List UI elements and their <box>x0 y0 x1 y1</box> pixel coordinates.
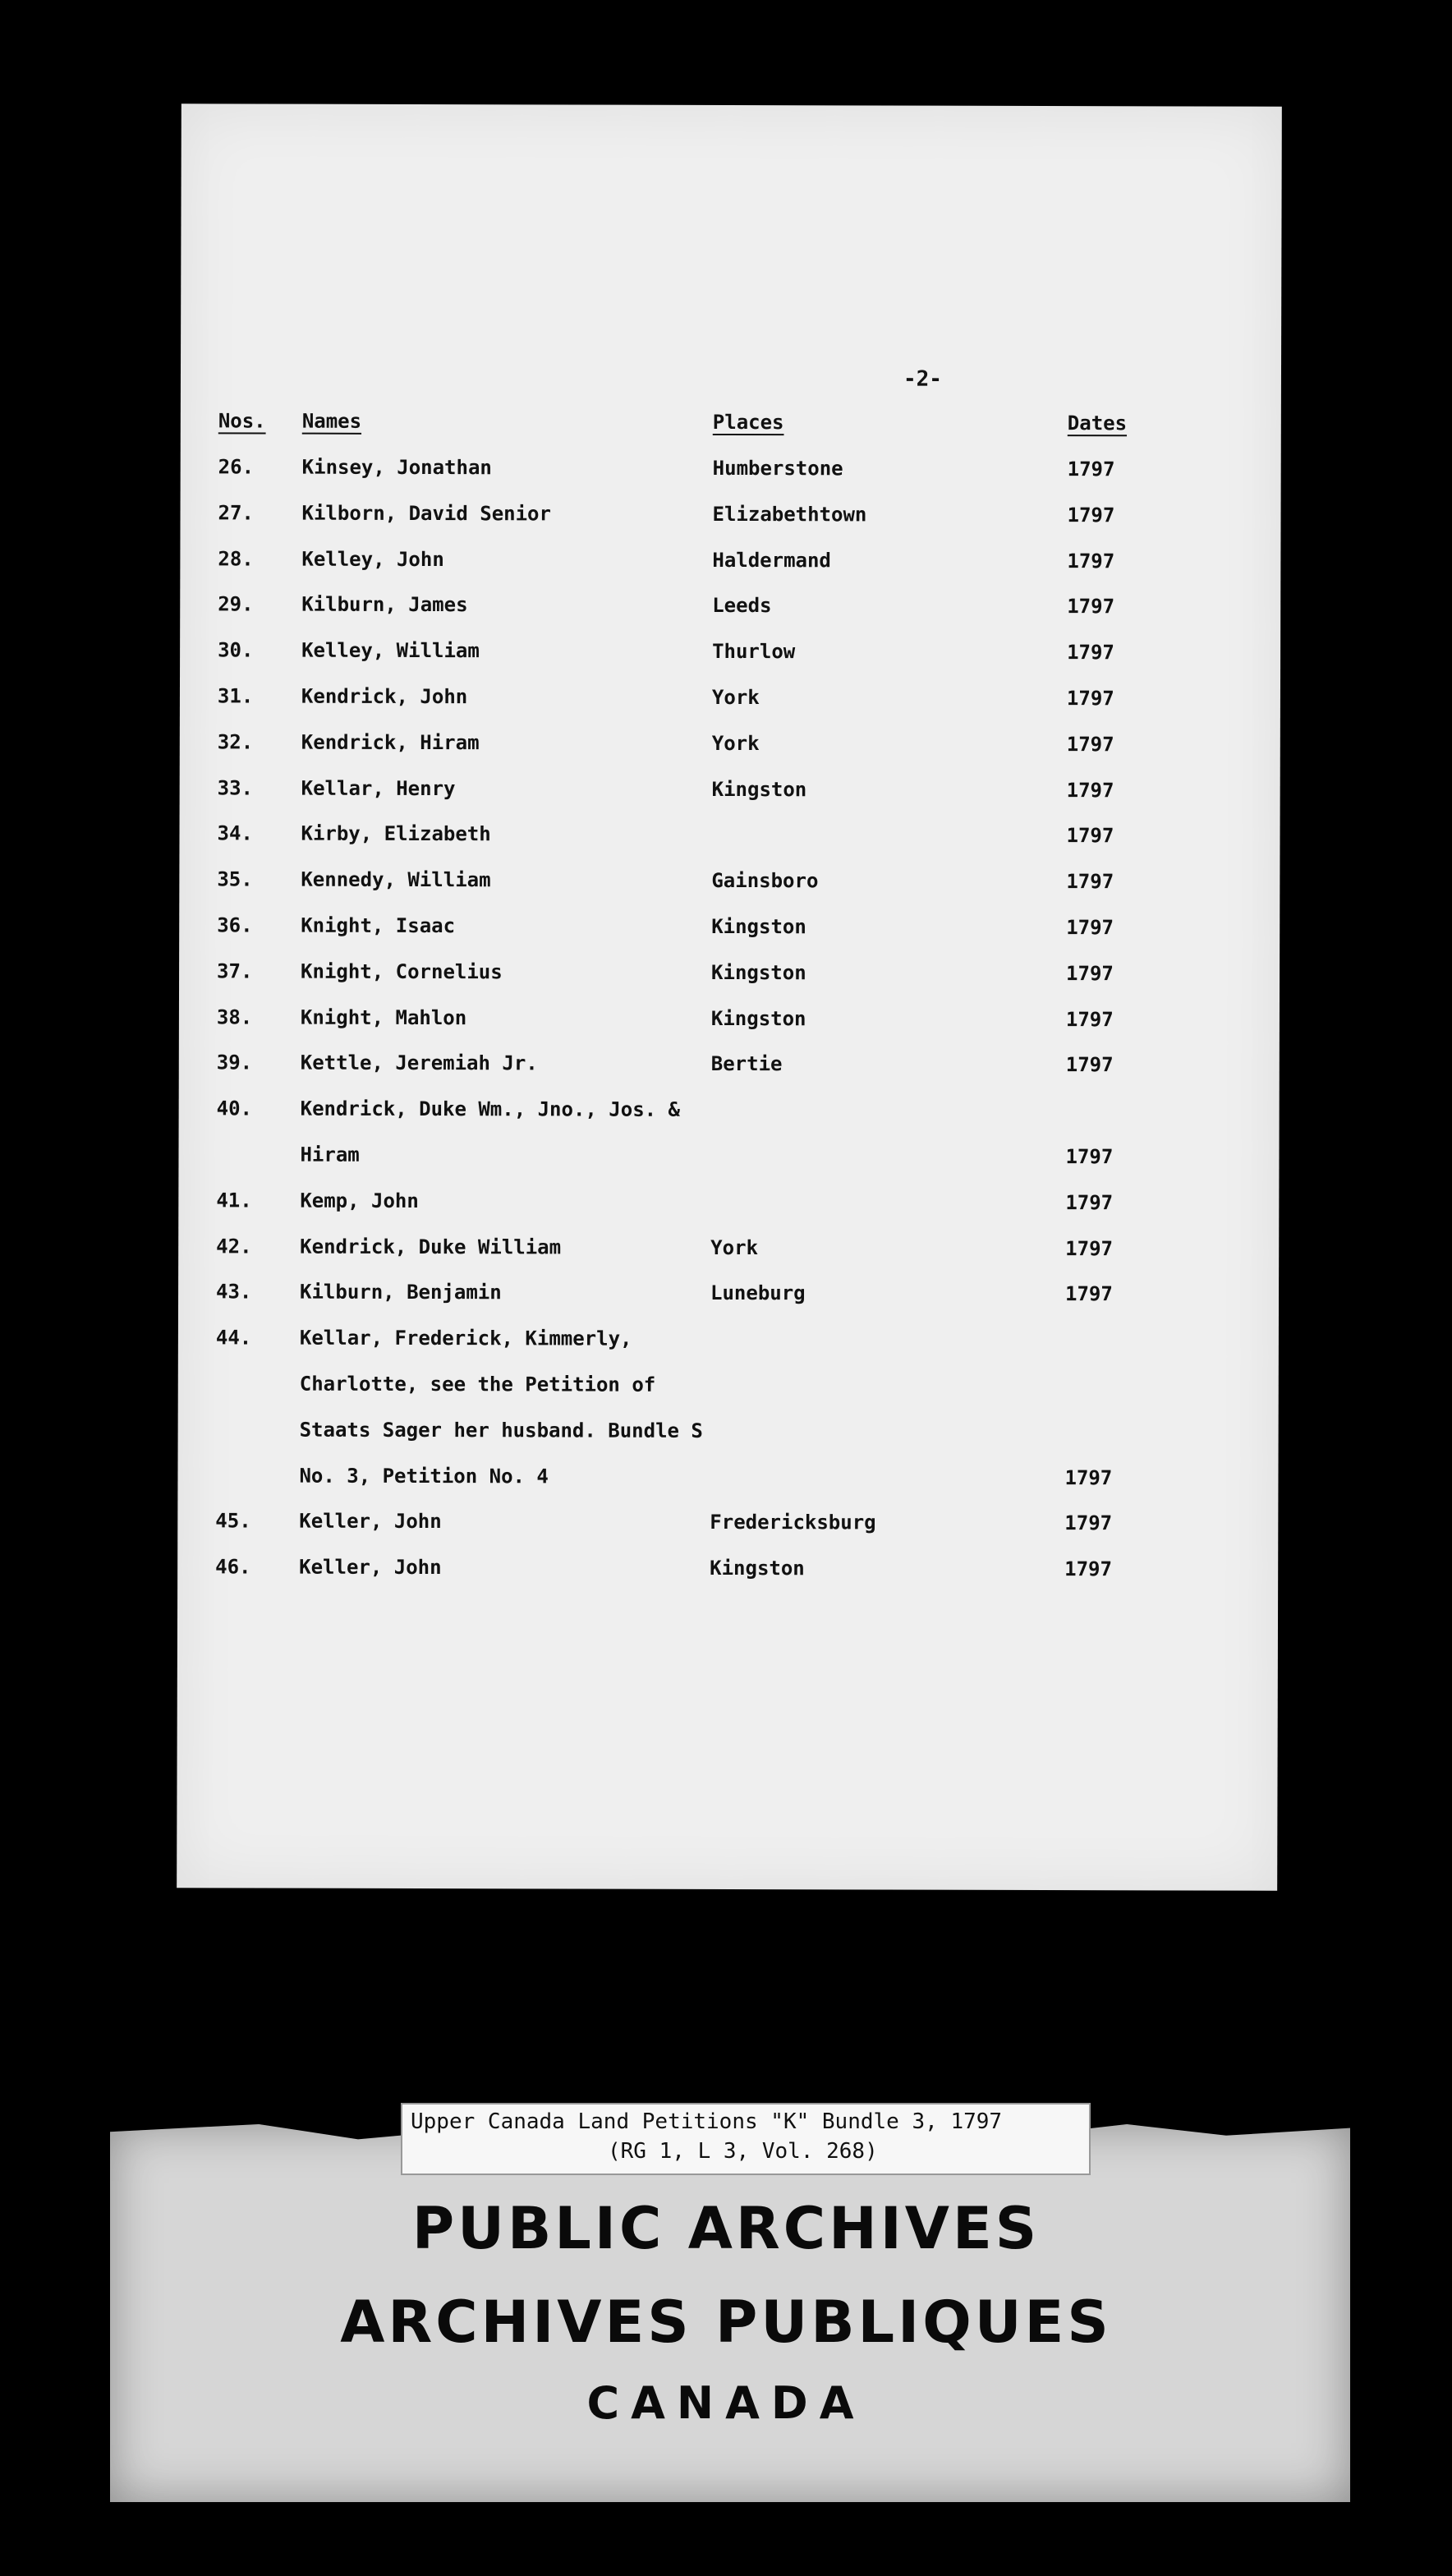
entry-date: 1797 <box>1064 1465 1113 1489</box>
entry-name: Kilborn, David Senior <box>301 501 552 526</box>
entry-place: York <box>711 685 760 710</box>
entry-number: 34. <box>217 821 253 845</box>
table-row <box>179 1051 1280 1101</box>
archive-country: CANADA <box>586 2377 866 2429</box>
header-names: Names <box>301 409 362 433</box>
entry-place: Humberstone <box>712 456 843 481</box>
entry-date: 1797 <box>1065 1145 1114 1169</box>
header-nos: Nos. <box>218 409 266 433</box>
entry-place: York <box>710 1235 759 1259</box>
table-row <box>180 638 1280 688</box>
entry-date: 1797 <box>1065 1236 1114 1260</box>
entry-number: 29. <box>218 592 254 616</box>
entry-date: 1797 <box>1066 961 1114 986</box>
entry-name: Kendrick, Hiram <box>301 730 480 754</box>
entry-name: No. 3, Petition No. 4 <box>299 1464 549 1488</box>
entry-date: 1797 <box>1067 503 1115 527</box>
table-header <box>181 409 1281 458</box>
entry-name: Kellar, Henry <box>301 776 456 800</box>
table-row <box>179 822 1280 872</box>
entry-name: Knight, Isaac <box>301 913 456 938</box>
entry-date: 1797 <box>1067 458 1115 481</box>
archive-title-english: PUBLIC ARCHIVES <box>411 2195 1041 2262</box>
entry-name: Kinsey, Jonathan <box>301 455 492 480</box>
entry-date: 1797 <box>1064 1557 1113 1581</box>
entry-place: Elizabethtown <box>712 502 867 527</box>
entry-place: Kingston <box>710 1006 806 1030</box>
table-row <box>178 1418 1279 1467</box>
entry-date: 1797 <box>1066 778 1114 802</box>
entry-name: Kelley, William <box>301 638 480 663</box>
table-row <box>177 1555 1278 1604</box>
table-row <box>178 1281 1279 1330</box>
entry-name: Keller, John <box>299 1555 442 1580</box>
entry-number: 46. <box>215 1555 251 1579</box>
entry-date: 1797 <box>1066 824 1114 848</box>
archive-title-french: ARCHIVES PUBLIQUES <box>340 2288 1112 2356</box>
entry-number: 32. <box>217 730 254 754</box>
entry-place: Kingston <box>710 1557 805 1580</box>
table-row <box>180 501 1280 550</box>
entry-date: 1797 <box>1067 549 1115 573</box>
table-row <box>179 1097 1280 1146</box>
entry-number: 33. <box>217 775 254 800</box>
table-row <box>178 1326 1279 1375</box>
entry-place: Kingston <box>711 914 806 939</box>
entry-place: Fredericksburg <box>710 1511 876 1534</box>
entry-number: 45. <box>215 1509 251 1533</box>
table-row <box>177 1510 1278 1559</box>
entry-place: Kingston <box>711 777 807 801</box>
entry-name: Kendrick, John <box>301 684 468 709</box>
entry-name: Kettle, Jeremiah Jr. <box>300 1051 538 1075</box>
reference-line-1: Upper Canada Land Petitions "K" Bundle 3, 1797 <box>411 2109 1003 2134</box>
entry-date: 1797 <box>1066 870 1114 894</box>
table-row <box>179 913 1280 963</box>
entry-number: 30. <box>218 638 254 662</box>
entry-number: 38. <box>216 1005 253 1029</box>
table-row <box>180 547 1280 596</box>
entry-number: 28. <box>218 546 254 571</box>
entry-number: 36. <box>217 913 253 937</box>
entry-name: Keller, John <box>299 1510 442 1534</box>
entry-date: 1797 <box>1066 732 1114 757</box>
entry-name: Kirby, Elizabeth <box>301 822 491 846</box>
reference-line-2: (RG 1, L 3, Vol. 268) <box>608 2139 878 2164</box>
table-row <box>178 1372 1279 1421</box>
entry-number: 37. <box>217 959 253 983</box>
entry-number: 42. <box>216 1234 252 1258</box>
entry-name: Knight, Cornelius <box>301 959 503 984</box>
header-dates: Dates <box>1067 412 1128 435</box>
entry-place: Leeds <box>712 594 772 618</box>
entry-date: 1797 <box>1066 687 1114 711</box>
entry-place: Luneburg <box>710 1281 806 1305</box>
table-row <box>179 1005 1280 1055</box>
entry-date: 1797 <box>1067 595 1115 619</box>
entry-name: Hiram <box>300 1143 360 1166</box>
entry-name: Kemp, John <box>300 1189 419 1212</box>
entry-name: Kellar, Frederick, Kimmerly, <box>299 1326 632 1350</box>
entry-date: 1797 <box>1064 1511 1113 1535</box>
entry-place: Bertie <box>710 1052 783 1076</box>
entry-place: Kingston <box>711 960 806 985</box>
entry-number: 35. <box>217 867 253 891</box>
entry-place: Haldermand <box>712 548 831 572</box>
entry-date: 1797 <box>1067 641 1114 665</box>
entry-name: Kilburn, James <box>301 593 468 617</box>
entry-number: 26. <box>218 455 255 479</box>
header-places: Places <box>712 410 784 435</box>
table-row <box>180 776 1280 826</box>
entry-date: 1797 <box>1065 1053 1114 1077</box>
table-row <box>180 684 1280 734</box>
entry-number: 27. <box>218 501 254 525</box>
entry-name: Kelley, John <box>301 547 444 571</box>
entry-number: 31. <box>217 684 254 708</box>
entry-number: 39. <box>216 1051 253 1074</box>
table-row <box>179 867 1280 917</box>
page-number: -2- <box>903 366 942 392</box>
entry-number: 43. <box>216 1280 252 1304</box>
entry-date: 1797 <box>1066 916 1114 940</box>
table-row <box>178 1143 1279 1192</box>
entry-name: Kilburn, Benjamin <box>300 1281 502 1304</box>
table-row <box>181 455 1281 504</box>
table-row <box>177 1464 1278 1513</box>
entry-name: Staats Sager her husband. Bundle S <box>299 1418 703 1442</box>
table-row <box>180 593 1280 642</box>
entry-number: 41. <box>216 1189 252 1212</box>
document-page <box>177 104 1282 1891</box>
entry-name: Knight, Mahlon <box>300 1005 467 1029</box>
entry-name: Kendrick, Duke Wm., Jno., Jos. & <box>300 1097 681 1122</box>
entry-place: York <box>711 731 760 755</box>
entry-place: Gainsboro <box>711 869 819 893</box>
table-row <box>178 1189 1279 1238</box>
table-row <box>180 730 1280 780</box>
entry-date: 1797 <box>1065 1190 1114 1215</box>
entry-name: Kennedy, William <box>301 867 491 892</box>
entry-number: 44. <box>215 1326 252 1350</box>
entry-name: Charlotte, see the Petition of <box>299 1372 656 1396</box>
table-row <box>178 1235 1279 1284</box>
entry-date: 1797 <box>1065 1007 1114 1031</box>
entry-place: Thurlow <box>712 640 796 664</box>
table-row <box>179 959 1280 1009</box>
entry-number: 40. <box>216 1097 253 1120</box>
entry-date: 1797 <box>1065 1282 1113 1306</box>
entry-name: Kendrick, Duke William <box>300 1235 562 1259</box>
reference-label <box>401 2103 1091 2175</box>
